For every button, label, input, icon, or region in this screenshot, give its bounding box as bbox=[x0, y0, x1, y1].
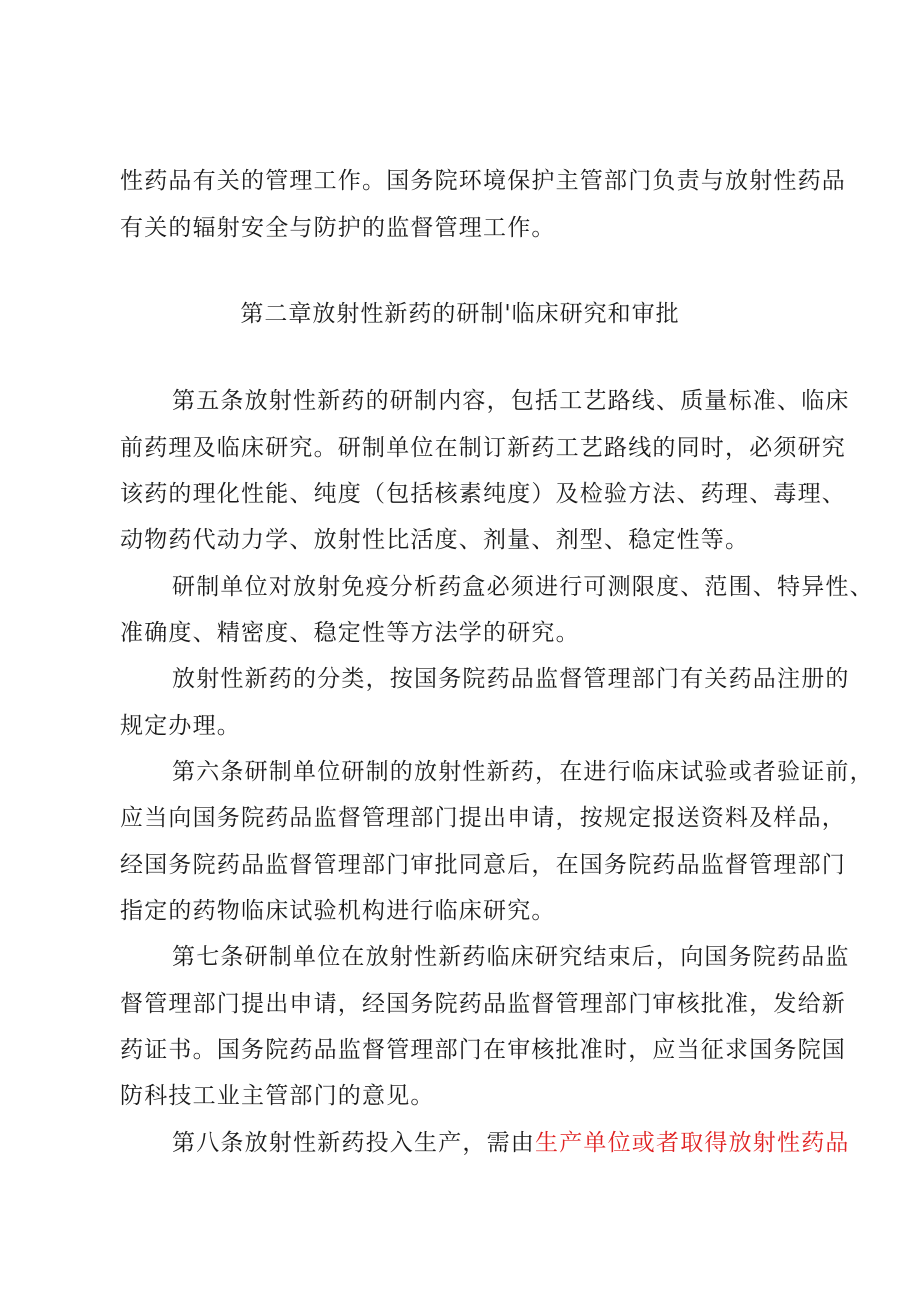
article7-line-2: 督管理部门提出申请，经国务院药品监督管理部门审核批准，发给新 bbox=[120, 991, 846, 1017]
article5-line-2: 前药理及临床研究。研制单位在制订新药工艺路线的同时，必须研究 bbox=[120, 435, 846, 461]
article5-line-3: 该药的理化性能、纯度（包括核素纯度）及检验方法、药理、毒理、 bbox=[120, 481, 846, 507]
article7-line-4: 防科技工业主管部门的意见。 bbox=[120, 1083, 435, 1109]
article7-line-3: 药证书。国务院药品监督管理部门在审核批准时，应当征求国务院国 bbox=[120, 1037, 846, 1063]
article5-line-4: 动物药代动力学、放射性比活度、剂量、剂型、稳定性等。 bbox=[120, 527, 750, 553]
intro-line-2: 有关的辐射安全与防护的监督管理工作。 bbox=[120, 215, 556, 241]
article5-p2-line-2: 准确度、精密度、稳定性等方法学的研究。 bbox=[120, 620, 580, 646]
article6-line-4: 指定的药物临床试验机构进行临床研究。 bbox=[120, 898, 556, 924]
intro-line-1: 性药品有关的管理工作。国务院环境保护主管部门负责与放射性药品 bbox=[120, 168, 846, 194]
article5-p3-line-2: 规定办理。 bbox=[120, 713, 241, 739]
article6-line-1: 第六条研制单位研制的放射性新药，在进行临床试验或者验证前， bbox=[172, 759, 874, 785]
article6-line-2: 应当向国务院药品监督管理部门提出申请，按规定报送资料及样品， bbox=[120, 805, 846, 831]
article6-line-3: 经国务院药品监督管理部门审批同意后，在国务院药品监督管理部门 bbox=[120, 852, 846, 878]
article5-p2-line-1: 研制单位对放射免疫分析药盒必须进行可测限度、范围、特异性、 bbox=[172, 574, 874, 600]
article8-highlight-text: 生产单位或者取得放射性药品 bbox=[535, 1130, 850, 1156]
article8-line-1 bbox=[172, 1128, 850, 1158]
article5-p3-line-1: 放射性新药的分类，按国务院药品监督管理部门有关药品注册的 bbox=[172, 666, 850, 692]
article8-text: 第八条放射性新药投入生产，需由 bbox=[172, 1130, 535, 1156]
article7-line-1: 第七条研制单位在放射性新药临床研究结束后，向国务院药品监 bbox=[172, 944, 850, 970]
article5-line-1: 第五条放射性新药的研制内容，包括工艺路线、质量标准、临床 bbox=[172, 388, 850, 414]
chapter-heading: 第二章放射性新药的研制'临床研究和审批 bbox=[240, 301, 680, 327]
